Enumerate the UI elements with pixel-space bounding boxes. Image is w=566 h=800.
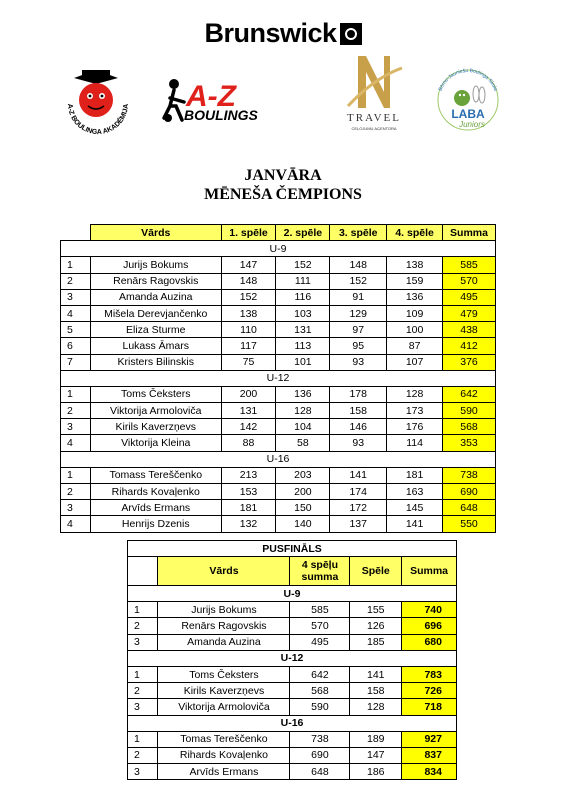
table-row — [61, 305, 496, 321]
place-cell: 1 — [128, 731, 158, 747]
place-cell: 4 — [61, 516, 91, 532]
page-title — [0, 166, 566, 204]
results-table — [60, 224, 496, 533]
group-label: U-12 — [61, 370, 496, 386]
total-score: 479 — [443, 305, 496, 321]
game-1-score: 117 — [221, 338, 276, 354]
place-cell: 1 — [61, 257, 91, 273]
four-game-sum: 568 — [290, 683, 350, 699]
game-score: 158 — [350, 683, 402, 699]
game-2-score: 203 — [276, 467, 330, 483]
place-cell: 2 — [128, 618, 158, 634]
player-name: Tomas Tereščenko — [158, 731, 290, 747]
table-row — [61, 354, 496, 370]
table-row — [61, 467, 496, 483]
place-cell: 3 — [61, 500, 91, 516]
four-game-sum: 738 — [290, 731, 350, 747]
game-2-score: 116 — [276, 289, 330, 305]
place-cell: 7 — [61, 354, 91, 370]
game-1-score: 148 — [221, 273, 276, 289]
total-score: 550 — [443, 516, 496, 532]
game-2-score: 101 — [276, 354, 330, 370]
total-score: 738 — [443, 467, 496, 483]
header-game-1: 1. spēle — [221, 225, 276, 241]
player-name: Mišela Derevjančenko — [90, 305, 221, 321]
game-2-score: 104 — [276, 419, 330, 435]
place-cell: 1 — [61, 467, 91, 483]
az-academy-text: A-Z BOULINGA AKADĒMIJA — [65, 103, 131, 136]
place-cell: 3 — [128, 634, 158, 650]
game-score: 147 — [350, 747, 402, 763]
brunswick-mark-icon — [340, 23, 362, 45]
table-row — [128, 731, 457, 747]
game-1-score: 152 — [221, 289, 276, 305]
semifinal-caption: PUSFINĀLS — [128, 541, 457, 557]
game-2-score: 131 — [276, 322, 330, 338]
laba-arc-text: Bērnu-Jauniešu Boulinga Skola — [437, 67, 499, 92]
player-name: Jurijs Bokums — [158, 602, 290, 618]
game-2-score: 113 — [276, 338, 330, 354]
game-3-score: 141 — [330, 467, 387, 483]
game-3-score: 91 — [330, 289, 387, 305]
semi-header-name: Vārds — [158, 557, 290, 586]
table-row — [61, 273, 496, 289]
laba-subtext: Juniors — [459, 120, 485, 129]
total-score: 726 — [402, 683, 457, 699]
table-row — [61, 338, 496, 354]
table-row — [128, 683, 457, 699]
game-score: 189 — [350, 731, 402, 747]
place-cell: 4 — [61, 435, 91, 451]
place-cell: 1 — [128, 666, 158, 682]
game-1-score: 131 — [221, 403, 276, 419]
game-3-score: 174 — [330, 484, 387, 500]
game-1-score: 75 — [221, 354, 276, 370]
four-game-sum: 648 — [290, 764, 350, 780]
game-4-score: 159 — [387, 273, 443, 289]
total-score: 680 — [402, 634, 457, 650]
game-4-score: 176 — [387, 419, 443, 435]
four-game-sum: 585 — [290, 602, 350, 618]
player-name: Tomass Tereščenko — [90, 467, 221, 483]
header-game-4: 4. spēle — [387, 225, 443, 241]
results-header-row — [61, 225, 496, 241]
game-3-score: 137 — [330, 516, 387, 532]
laba-juniors-logo — [434, 62, 502, 132]
place-cell: 3 — [128, 699, 158, 715]
player-name: Jurijs Bokums — [90, 257, 221, 273]
player-name: Amanda Auzina — [158, 634, 290, 650]
player-name: Rihards Kovaļenko — [158, 747, 290, 763]
game-4-score: 87 — [387, 338, 443, 354]
semi-group-label: U-12 — [128, 650, 457, 666]
place-cell: 3 — [61, 289, 91, 305]
game-2-score: 150 — [276, 500, 330, 516]
player-name: Arvīds Ermans — [90, 500, 221, 516]
header-name: Vārds — [90, 225, 221, 241]
total-score: 495 — [443, 289, 496, 305]
player-name: Renārs Ragovskis — [90, 273, 221, 289]
semifinal-body — [128, 586, 457, 780]
total-score: 927 — [402, 731, 457, 747]
game-2-score: 103 — [276, 305, 330, 321]
table-row — [61, 484, 496, 500]
game-2-score: 152 — [276, 257, 330, 273]
boulings-text: BOULINGS — [184, 107, 258, 123]
header-game-2: 2. spēle — [276, 225, 330, 241]
place-cell: 1 — [128, 602, 158, 618]
semi-group-row — [128, 715, 457, 731]
game-3-score: 146 — [330, 419, 387, 435]
total-score: 570 — [443, 273, 496, 289]
semi-group-label: U-16 — [128, 715, 457, 731]
place-cell: 4 — [61, 305, 91, 321]
place-cell: 2 — [61, 484, 91, 500]
game-2-score: 58 — [276, 435, 330, 451]
place-cell: 2 — [61, 273, 91, 289]
semi-header-game: Spēle — [350, 557, 402, 586]
game-score: 186 — [350, 764, 402, 780]
game-4-score: 109 — [387, 305, 443, 321]
game-4-score: 138 — [387, 257, 443, 273]
game-4-score: 114 — [387, 435, 443, 451]
semi-header-prev: 4 spēļu summa — [290, 557, 350, 586]
place-cell: 6 — [61, 338, 91, 354]
game-score: 126 — [350, 618, 402, 634]
results-body — [61, 241, 496, 532]
group-row — [61, 451, 496, 467]
total-score: 568 — [443, 419, 496, 435]
player-name: Lukass Āmars — [90, 338, 221, 354]
total-score: 718 — [402, 699, 457, 715]
travel-text: TRAVEL — [347, 112, 401, 124]
header-blank — [61, 225, 91, 241]
total-score: 438 — [443, 322, 496, 338]
game-1-score: 213 — [221, 467, 276, 483]
game-1-score: 110 — [221, 322, 276, 338]
game-1-score: 147 — [221, 257, 276, 273]
semi-group-row — [128, 586, 457, 602]
table-row — [128, 618, 457, 634]
table-row — [128, 764, 457, 780]
group-label: U-9 — [61, 241, 496, 257]
table-row — [128, 699, 457, 715]
place-cell: 2 — [128, 747, 158, 763]
four-game-sum: 690 — [290, 747, 350, 763]
table-row — [61, 386, 496, 402]
game-2-score: 200 — [276, 484, 330, 500]
game-score: 155 — [350, 602, 402, 618]
table-row — [128, 666, 457, 682]
table-row — [61, 322, 496, 338]
game-3-score: 93 — [330, 354, 387, 370]
game-3-score: 152 — [330, 273, 387, 289]
svg-text:Bērnu-Jauniešu Boulinga Skola — [438, 68, 499, 92]
place-cell: 3 — [128, 764, 158, 780]
table-row — [61, 435, 496, 451]
four-game-sum: 642 — [290, 666, 350, 682]
game-3-score: 93 — [330, 435, 387, 451]
game-4-score: 107 — [387, 354, 443, 370]
table-row — [61, 500, 496, 516]
player-name: Rihards Kovaļenko — [90, 484, 221, 500]
game-1-score: 88 — [221, 435, 276, 451]
table-row — [61, 403, 496, 419]
player-name: Kirils Kaverzņevs — [158, 683, 290, 699]
semifinal-table — [127, 540, 457, 780]
four-game-sum: 590 — [290, 699, 350, 715]
game-1-score: 153 — [221, 484, 276, 500]
place-cell: 2 — [61, 403, 91, 419]
game-score: 128 — [350, 699, 402, 715]
game-3-score: 158 — [330, 403, 387, 419]
header-game-3: 3. spēle — [330, 225, 387, 241]
game-4-score: 100 — [387, 322, 443, 338]
game-3-score: 97 — [330, 322, 387, 338]
place-cell: 5 — [61, 322, 91, 338]
place-cell: 3 — [61, 419, 91, 435]
az-text: A-Z — [186, 80, 236, 113]
table-row — [61, 257, 496, 273]
game-1-score: 138 — [221, 305, 276, 321]
total-score: 834 — [402, 764, 457, 780]
az-boulings-logo — [162, 76, 258, 124]
game-4-score: 163 — [387, 484, 443, 500]
game-4-score: 136 — [387, 289, 443, 305]
table-row — [61, 419, 496, 435]
laba-text: LABA — [451, 107, 485, 121]
four-game-sum: 495 — [290, 634, 350, 650]
game-4-score: 145 — [387, 500, 443, 516]
game-2-score: 111 — [276, 273, 330, 289]
game-4-score: 128 — [387, 386, 443, 402]
sponsor-logos — [0, 48, 566, 138]
title-line-2: MĒNEŠA ČEMPIONS — [204, 186, 362, 203]
four-game-sum: 570 — [290, 618, 350, 634]
player-name: Toms Čeksters — [158, 666, 290, 682]
player-name: Viktorija Armoloviča — [158, 699, 290, 715]
total-score: 412 — [443, 338, 496, 354]
game-3-score: 172 — [330, 500, 387, 516]
player-name: Toms Čeksters — [90, 386, 221, 402]
place-cell: 1 — [61, 386, 91, 402]
game-2-score: 136 — [276, 386, 330, 402]
game-4-score: 173 — [387, 403, 443, 419]
game-3-score: 178 — [330, 386, 387, 402]
header-sum: Summa — [443, 225, 496, 241]
total-score: 648 — [443, 500, 496, 516]
total-score: 353 — [443, 435, 496, 451]
brunswick-logo — [0, 18, 566, 49]
game-3-score: 148 — [330, 257, 387, 273]
total-score: 585 — [443, 257, 496, 273]
total-score: 690 — [443, 484, 496, 500]
player-name: Henrijs Dzenis — [90, 516, 221, 532]
game-score: 141 — [350, 666, 402, 682]
total-score: 740 — [402, 602, 457, 618]
table-row — [61, 289, 496, 305]
game-1-score: 142 — [221, 419, 276, 435]
table-row — [128, 634, 457, 650]
total-score: 837 — [402, 747, 457, 763]
game-2-score: 128 — [276, 403, 330, 419]
game-score: 185 — [350, 634, 402, 650]
travel-logo — [340, 48, 408, 132]
brand-name: Brunswick — [204, 18, 337, 48]
player-name: Kirils Kaverzņevs — [90, 419, 221, 435]
place-cell: 2 — [128, 683, 158, 699]
player-name: Kristers Bilinskis — [90, 354, 221, 370]
table-row — [61, 516, 496, 532]
group-label: U-16 — [61, 451, 496, 467]
travel-subtext: CEĻOJUMU AĢENTŪRA — [351, 126, 397, 131]
total-score: 590 — [443, 403, 496, 419]
player-name: Eliza Sturme — [90, 322, 221, 338]
total-score: 696 — [402, 618, 457, 634]
player-name: Viktorija Armoloviča — [90, 403, 221, 419]
semi-header-sum: Summa — [402, 557, 457, 586]
total-score: 783 — [402, 666, 457, 682]
game-3-score: 95 — [330, 338, 387, 354]
az-academy-logo — [60, 66, 136, 136]
total-score: 642 — [443, 386, 496, 402]
group-row — [61, 241, 496, 257]
player-name: Arvīds Ermans — [158, 764, 290, 780]
player-name: Viktorija Kleina — [90, 435, 221, 451]
table-row — [128, 602, 457, 618]
game-4-score: 141 — [387, 516, 443, 532]
title-line-1: JANVĀRA — [244, 167, 322, 184]
group-row — [61, 370, 496, 386]
game-1-score: 181 — [221, 500, 276, 516]
game-3-score: 129 — [330, 305, 387, 321]
player-name: Renārs Ragovskis — [158, 618, 290, 634]
game-1-score: 132 — [221, 516, 276, 532]
game-1-score: 200 — [221, 386, 276, 402]
semifinal-caption-row — [128, 541, 457, 557]
player-name: Amanda Auzina — [90, 289, 221, 305]
semi-header-blank — [128, 557, 158, 586]
total-score: 376 — [443, 354, 496, 370]
table-row — [128, 747, 457, 763]
semifinal-header-row — [128, 557, 457, 586]
semi-group-label: U-9 — [128, 586, 457, 602]
semi-group-row — [128, 650, 457, 666]
game-2-score: 140 — [276, 516, 330, 532]
game-4-score: 181 — [387, 467, 443, 483]
